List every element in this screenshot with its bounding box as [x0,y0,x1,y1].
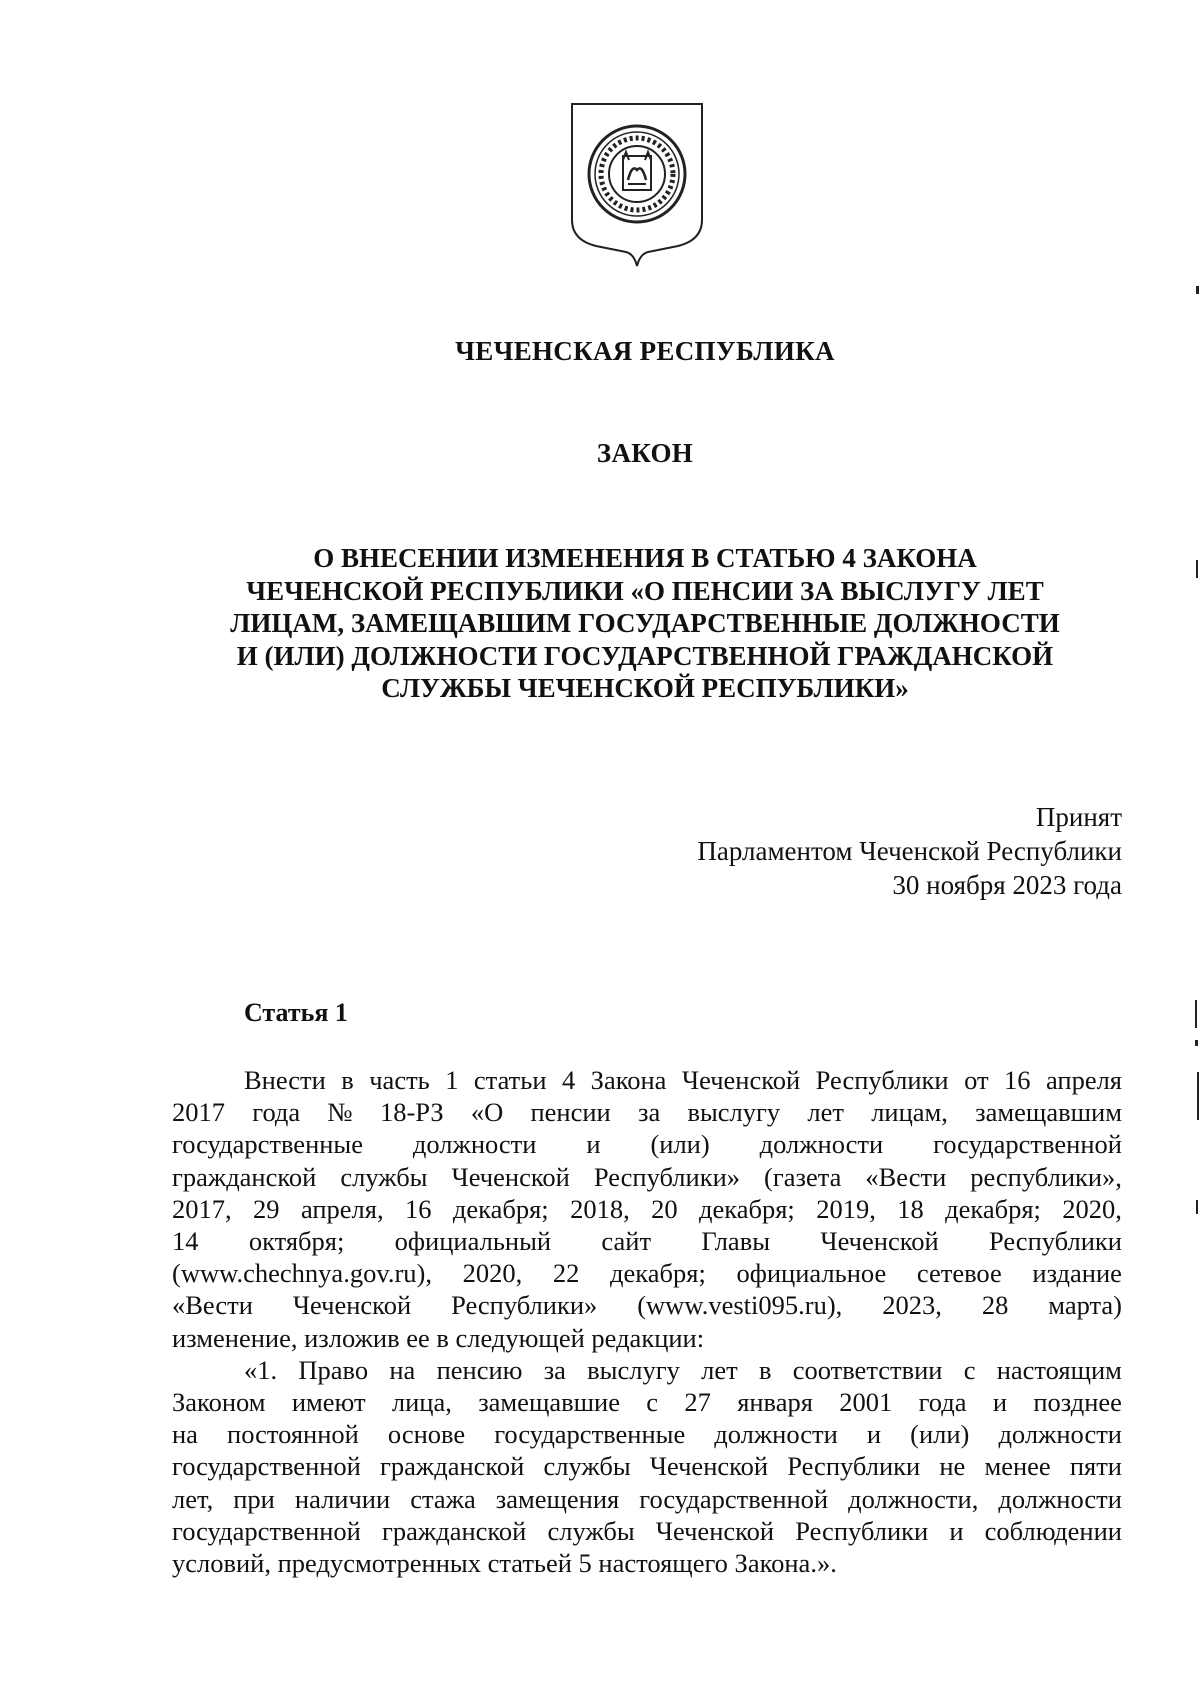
text-line: (www.chechnya.gov.ru), 2020, 22 декабря; официальное сетевое издание [172,1258,1122,1289]
article-paragraph-1 [172,1064,1122,1354]
text-line: государственные должности и (или) должности государственной [172,1129,1122,1160]
scan-artifact [1196,560,1198,578]
text-line: гражданской службы Чеченской Республики» (газета «Вести республики», [172,1161,1122,1192]
law-title [150,542,1140,705]
text-line: изменение, изложив ее в следующей редакции: [172,1322,705,1353]
text-line: 2017, 29 апреля, 16 декабря; 2018, 20 декабря; 2019, 18 декабря; 2020, [172,1193,1122,1224]
article-text [172,1064,1122,1579]
coat-of-arms-emblem [568,100,706,268]
text-line: Внести в часть 1 статьи 4 Закона Чеченской Республики от 16 апреля [244,1065,1122,1095]
adoption-date: 30 ноября 2023 года [892,870,1122,900]
article-heading: Статья 1 [244,998,348,1027]
scan-artifact [1195,1000,1197,1028]
scan-artifact [1196,286,1199,294]
adoption-body: Парламентом Чеченской Республики [697,836,1122,866]
text-line: государственной гражданской службы Чеченской Республики не менее пяти [172,1451,1122,1482]
text-line: «Вести Чеченской Республики» (www.vesti095.ru), 2023, 28 марта) [172,1290,1122,1321]
country-heading: ЧЕЧЕНСКАЯ РЕСПУБЛИКА [455,336,835,366]
article-paragraph-2 [172,1354,1122,1579]
text-line: 14 октября; официальный сайт Главы Чеченской Республики [172,1226,1122,1257]
document-type-heading: ЗАКОН [596,438,694,468]
scan-artifact [1196,1200,1198,1214]
text-line: 2017 года № 18-РЗ «О пенсии за выслугу лет лицам, замещавшим [172,1097,1122,1128]
scan-artifact [1197,1072,1199,1120]
text-line: условий, предусмотренных статьей 5 настоящего Закона.». [172,1548,837,1579]
text-line: «1. Право на пенсию за выслугу лет в соответствии с настоящим [244,1354,1122,1385]
law-title-line: СЛУЖБЫ ЧЕЧЕНСКОЙ РЕСПУБЛИКИ» [381,673,909,703]
scan-artifact [1195,1040,1198,1046]
text-line: на постоянной основе государственные должности и (или) должности [172,1419,1122,1450]
adoption-status: Принят [1035,802,1122,832]
law-title-line: О ВНЕСЕНИИ ИЗМЕНЕНИЯ В СТАТЬЮ 4 ЗАКОНА [313,543,977,573]
text-line: государственной гражданской службы Чеченской Республики и соблюдении [172,1515,1122,1546]
law-title-line: ЛИЦАМ, ЗАМЕЩАВШИМ ГОСУДАРСТВЕННЫЕ ДОЛЖНОСТИ [230,608,1060,638]
law-title-line: И (ИЛИ) ДОЛЖНОСТИ ГОСУДАРСТВЕННОЙ ГРАЖДАНСКОЙ [236,640,1054,671]
text-line: лет, при наличии стажа замещения государственной должности, должности [172,1483,1122,1514]
text-line: Законом имеют лица, замещавшие с 27 января 2001 года и позднее [172,1387,1122,1418]
adoption-block [697,800,1122,902]
law-title-line: ЧЕЧЕНСКОЙ РЕСПУБЛИКИ «О ПЕНСИИ ЗА ВЫСЛУГУ ЛЕТ [246,575,1044,606]
